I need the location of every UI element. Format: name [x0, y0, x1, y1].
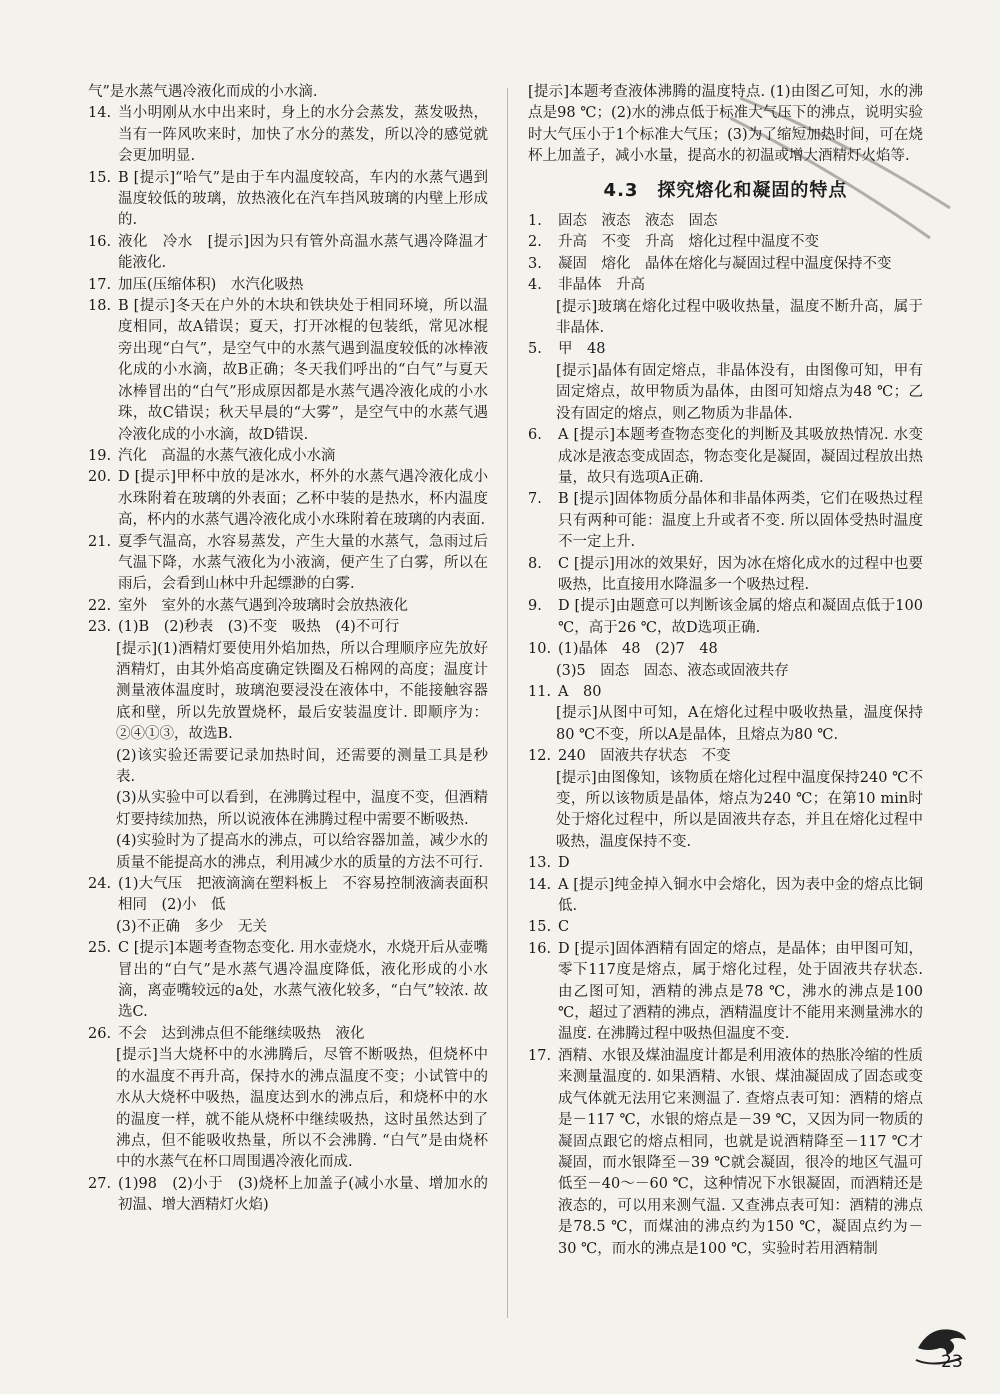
- answer-item: [88, 532, 488, 596]
- answer-item: [88, 874, 488, 917]
- answer-item: [528, 339, 923, 360]
- answer-text: 240 固液共存状态 不变: [558, 748, 731, 765]
- answer-number: 27.: [88, 1175, 112, 1192]
- answer-item: [88, 1024, 488, 1045]
- answer-item: [528, 875, 923, 918]
- answer-number: 24.: [88, 876, 112, 893]
- answer-item: [528, 682, 923, 703]
- answer-text: 液化 冷水 [提示]因为只有管外高温水蒸气遇冷降温才能液化.: [118, 233, 488, 272]
- answer-text: D [提示]由题意可以判断该金属的熔点和凝固点低于100 ℃，高于26 ℃，故D选项正确.: [558, 598, 923, 636]
- answer-number: 2.: [528, 234, 542, 251]
- answer-item: [88, 275, 488, 296]
- answer-item: [528, 853, 923, 874]
- answer-item: [88, 446, 488, 467]
- answer-item: [528, 596, 923, 639]
- answer-continuation: (3)不正确 多少 无关: [116, 918, 268, 935]
- answer-text: (1)B (2)秒表 (3)不变 吸热 (4)不可行: [118, 619, 400, 636]
- answer-item: [88, 1174, 488, 1217]
- answer-number: 18.: [88, 298, 112, 315]
- answer-number: 7.: [528, 491, 542, 508]
- answer-text: C [提示]本题考查物态变化. 用水壶烧水，水烧开后从壶嘴冒出的“白气”是水蒸气遇冷温度降低，液化形成的小水滴，离壶嘴较远的a处，水蒸气液化较多，“白气”较浓. 故选C.: [118, 940, 488, 1021]
- answer-number: 8.: [528, 555, 542, 572]
- answer-text: B [提示]固体物质分晶体和非晶体两类，它们在吸热过程只有两种可能：温度上升或者不变. 所以固体受热时温度不一定上升.: [558, 491, 923, 551]
- right-column: [528, 82, 923, 1260]
- answer-text: D [提示]固体酒精有固定的熔点，是晶体；由甲图可知，零下117度是熔点，属于熔化过程，处于固液共存状态. 由乙图可知，酒精的沸点是78 ℃，沸水的沸点是100 ℃，超过了酒精的沸点，酒精温度计不能用来测量沸水的温度. 在沸腾过程中吸热但温度不变.: [558, 940, 923, 1043]
- answer-text: 酒精、水银及煤油温度计都是利用液体的热胀冷缩的性质来测量温度的. 如果酒精、水银、煤油凝固成了固态或变成气体就无法用它来测温了. 查熔点表可知：酒精的熔点是－117 ℃，水银的熔点是－39 ℃，又因为同一物质的凝固点跟它的熔点相同，也就是说酒精降至－117 ℃才凝固，而水银降至－39 ℃就会凝固，很冷的地区气温可低至－40～－60 ℃，这种情况下水银凝固，而酒精还是液态的，可以用来测气温. 又查沸点表可知：酒精的沸点是78.5 ℃，而煤油的沸点约为150 ℃，凝固点约为－30 ℃，而水的沸点是100 ℃，实验时若用酒精制: [558, 1047, 923, 1257]
- answer-text: (1)晶体 48 (2)7 48: [558, 641, 718, 658]
- answer-item: [88, 617, 488, 638]
- answer-item: [528, 211, 923, 232]
- answer-item: [88, 232, 488, 275]
- answer-text: C [提示]用冰的效果好，因为冰在熔化成水的过程中也要吸热，比直接用水降温多一个吸热过程.: [558, 555, 923, 593]
- answer-number: 25.: [88, 940, 112, 957]
- answer-number: 3.: [528, 255, 542, 272]
- answer-text: 不会 达到沸点但不能继续吸热 液化: [118, 1025, 365, 1042]
- answer-item: [88, 168, 488, 232]
- column-divider: [507, 88, 508, 1318]
- answer-number: 15.: [88, 169, 112, 186]
- answer-number: 10.: [528, 641, 552, 658]
- answer-text: B [提示]“哈气”是由于车内温度较高，车内的水蒸气遇到温度较低的玻璃，放热液化在汽车挡风玻璃的内壁上形成的.: [118, 169, 488, 229]
- answer-number: 16.: [528, 940, 552, 957]
- answer-item: [88, 103, 488, 167]
- left-column: [88, 82, 488, 1217]
- answer-item: [88, 296, 488, 446]
- section-title: 4.3 探究熔化和凝固的特点: [603, 179, 848, 201]
- answer-continuation: [提示]由图像知，该物质在熔化过程中温度保持240 ℃不变，所以该物质是晶体，熔点为240 ℃；在第10 min时处于熔化过程中，所以是固液共存态，并且在熔化过程中吸热，温度保持不变.: [556, 769, 923, 850]
- answer-number: 11.: [528, 683, 552, 700]
- answer-item: [528, 1046, 923, 1260]
- answer-item: [528, 554, 923, 597]
- answer-continuation: (2)该实验还需要记录加热时间，还需要的测量工具是秒表.: [116, 747, 488, 785]
- answer-number: 16.: [88, 233, 112, 250]
- answer-continuation: (3)5 固态 固态、液态或固液共存: [556, 662, 789, 679]
- answer-continuation: [提示]玻璃在熔化过程中吸收热量，温度不断升高，属于非晶体.: [556, 298, 923, 337]
- answer-item: [528, 917, 923, 938]
- answer-item: [528, 275, 923, 296]
- answer-item: [528, 425, 923, 489]
- right-top-hint: [提示]本题考查液体沸腾的温度特点. (1)由图乙可知，水的沸点是98 ℃；(2)水的沸点低于标准大气压下的沸点，说明实验时大气压小于1个标准大气压；(3)为了缩短加热时间，可在烧杯上加盖子，减小水量，提高水的初温或增大酒精灯火焰等.: [528, 84, 923, 165]
- answer-continuation: [提示]从图中可知，A在熔化过程中吸收热量，温度保持80 ℃不变，所以A是晶体，且熔点为80 ℃.: [556, 705, 923, 743]
- answer-text: A [提示]纯金掉入铜水中会熔化，因为表中金的熔点比铜低.: [558, 876, 923, 915]
- answer-number: 14.: [88, 105, 112, 122]
- answer-number: 9.: [528, 598, 542, 615]
- answer-text: 夏季气温高，水容易蒸发，产生大量的水蒸气，急雨过后气温下降，水蒸气液化为小液滴，便产生了白雾，所以在雨后，会看到山林中升起缥渺的白雾.: [118, 533, 488, 593]
- answer-number: 15.: [528, 919, 552, 936]
- answer-text: B [提示]冬天在户外的木块和铁块处于相同环境，所以温度相同，故A错误；夏天，打开冰棍的包装纸，常见冰棍旁出现“白气”，是空气中的水蒸气遇到温度较低的冰棒液化成的小水滴，故B正确；冬天我们呼出的“白气”与夏天冰棒冒出的“白气”形成原因都是水蒸气遇冷液化成的小水珠，故C错误；秋天早晨的“大雾”，是空气中的水蒸气遇冷液化成的小水滴，故D错误.: [118, 298, 488, 443]
- answer-continuation: [提示](1)酒精灯要使用外焰加热，所以合理顺序应先放好酒精灯，由其外焰高度确定铁圈及石棉网的高度；温度计测量液体温度时，玻璃泡要浸没在液体中，不能接触容器底和壁，所以先放置烧杯，最后安装温度计. 即顺序为：②④①③，故选B.: [116, 640, 488, 743]
- answer-number: 13.: [528, 855, 552, 872]
- answer-number: 4.: [528, 277, 542, 294]
- answer-item: [528, 254, 923, 275]
- answer-text: 加压(压缩体积) 水汽化吸热: [118, 276, 304, 293]
- answer-item: [528, 639, 923, 660]
- answer-number: 14.: [528, 876, 552, 893]
- answer-text: A 80: [558, 683, 602, 700]
- answer-text: D: [558, 855, 570, 872]
- answer-number: 5.: [528, 341, 542, 358]
- answer-continuation: (3)从实验中可以看到，在沸腾过程中，温度不变，但酒精灯要持续加热，所以说液体在沸腾过程中需要不断吸热.: [116, 790, 488, 828]
- answer-number: 22.: [88, 597, 112, 614]
- answer-text: 室外 室外的水蒸气遇到冷玻璃时会放热液化: [118, 597, 408, 614]
- answer-number: 21.: [88, 533, 112, 550]
- answer-text: 汽化 高温的水蒸气液化成小水滴: [118, 447, 336, 464]
- answer-item: [528, 939, 923, 1046]
- answer-text: 升高 不变 升高 熔化过程中温度不变: [558, 234, 819, 251]
- answer-text: 固态 液态 液态 固态: [558, 213, 718, 230]
- answer-number: 17.: [88, 276, 112, 293]
- page-number: 23: [941, 1352, 963, 1372]
- answer-text: (1)大气压 把液滴滴在塑料板上 不容易控制液滴表面积相同 (2)小 低: [118, 876, 488, 914]
- answer-continuation: (4)实验时为了提高水的沸点，可以给容器加盖，减少水的质量不能提高水的沸点，利用减少水的质量的方法不可行.: [116, 833, 488, 871]
- answer-item: [88, 467, 488, 531]
- answer-item: [88, 938, 488, 1024]
- answer-item: [528, 232, 923, 253]
- answer-text: A [提示]本题考查物态变化的判断及其吸放热情况. 水变成冰是液态变成固态，物态变化是凝固，凝固过程放出热量，故只有选项A正确.: [558, 427, 923, 486]
- answer-text: 当小明刚从水中出来时，身上的水分会蒸发，蒸发吸热，当有一阵风吹来时，加快了水分的蒸发，所以冷的感觉就会更加明显.: [118, 105, 488, 165]
- right-answer-list: [528, 211, 923, 1260]
- answer-continuation: 气”是水蒸气遇冷液化而成的小水滴.: [88, 84, 318, 100]
- answer-number: 26.: [88, 1025, 112, 1042]
- answer-number: 6.: [528, 427, 542, 444]
- answer-item: [528, 746, 923, 767]
- answer-text: C: [558, 919, 570, 936]
- answer-number: 17.: [528, 1047, 552, 1064]
- answer-text: D [提示]甲杯中放的是冰水，杯外的水蒸气遇冷液化成小水珠附着在玻璃的外表面；乙杯中装的是热水，杯内温度高，杯内的水蒸气遇冷液化成小水珠附着在玻璃的内表面.: [118, 469, 488, 529]
- answer-text: 凝固 熔化 晶体在熔化与凝固过程中温度保持不变: [558, 255, 892, 272]
- answer-item: [528, 489, 923, 553]
- answer-number: 23.: [88, 619, 112, 636]
- answer-number: 1.: [528, 213, 542, 230]
- answer-item: [88, 596, 488, 617]
- answer-number: 20.: [88, 469, 112, 486]
- answer-number: 19.: [88, 447, 112, 464]
- answer-continuation: [提示]晶体有固定熔点，非晶体没有，由图像可知，甲有固定熔点，故甲物质为晶体，由图可知熔点为48 ℃；乙没有固定的熔点，则乙物质为非晶体.: [556, 362, 923, 422]
- answer-continuation: [提示]当大烧杯中的水沸腾后，尽管不断吸热，但烧杯中的水温度不再升高，保持水的沸点温度不变；小试管中的水从大烧杯中吸热，温度达到水的沸点后，和烧杯中的水的温度一样，就不能从烧杯中继续吸热，这时虽然达到了沸点，但不能吸收热量，所以不会沸腾. “白气”是由烧杯中的水蒸气在杯口周围遇冷液化而成.: [116, 1047, 488, 1171]
- answer-text: 甲 48: [558, 341, 606, 358]
- answer-text: (1)98 (2)小于 (3)烧杯上加盖子(减小水量、增加水的初温、增大酒精灯火焰): [118, 1175, 488, 1214]
- answer-text: 非晶体 升高: [558, 277, 645, 294]
- answer-number: 12.: [528, 748, 552, 765]
